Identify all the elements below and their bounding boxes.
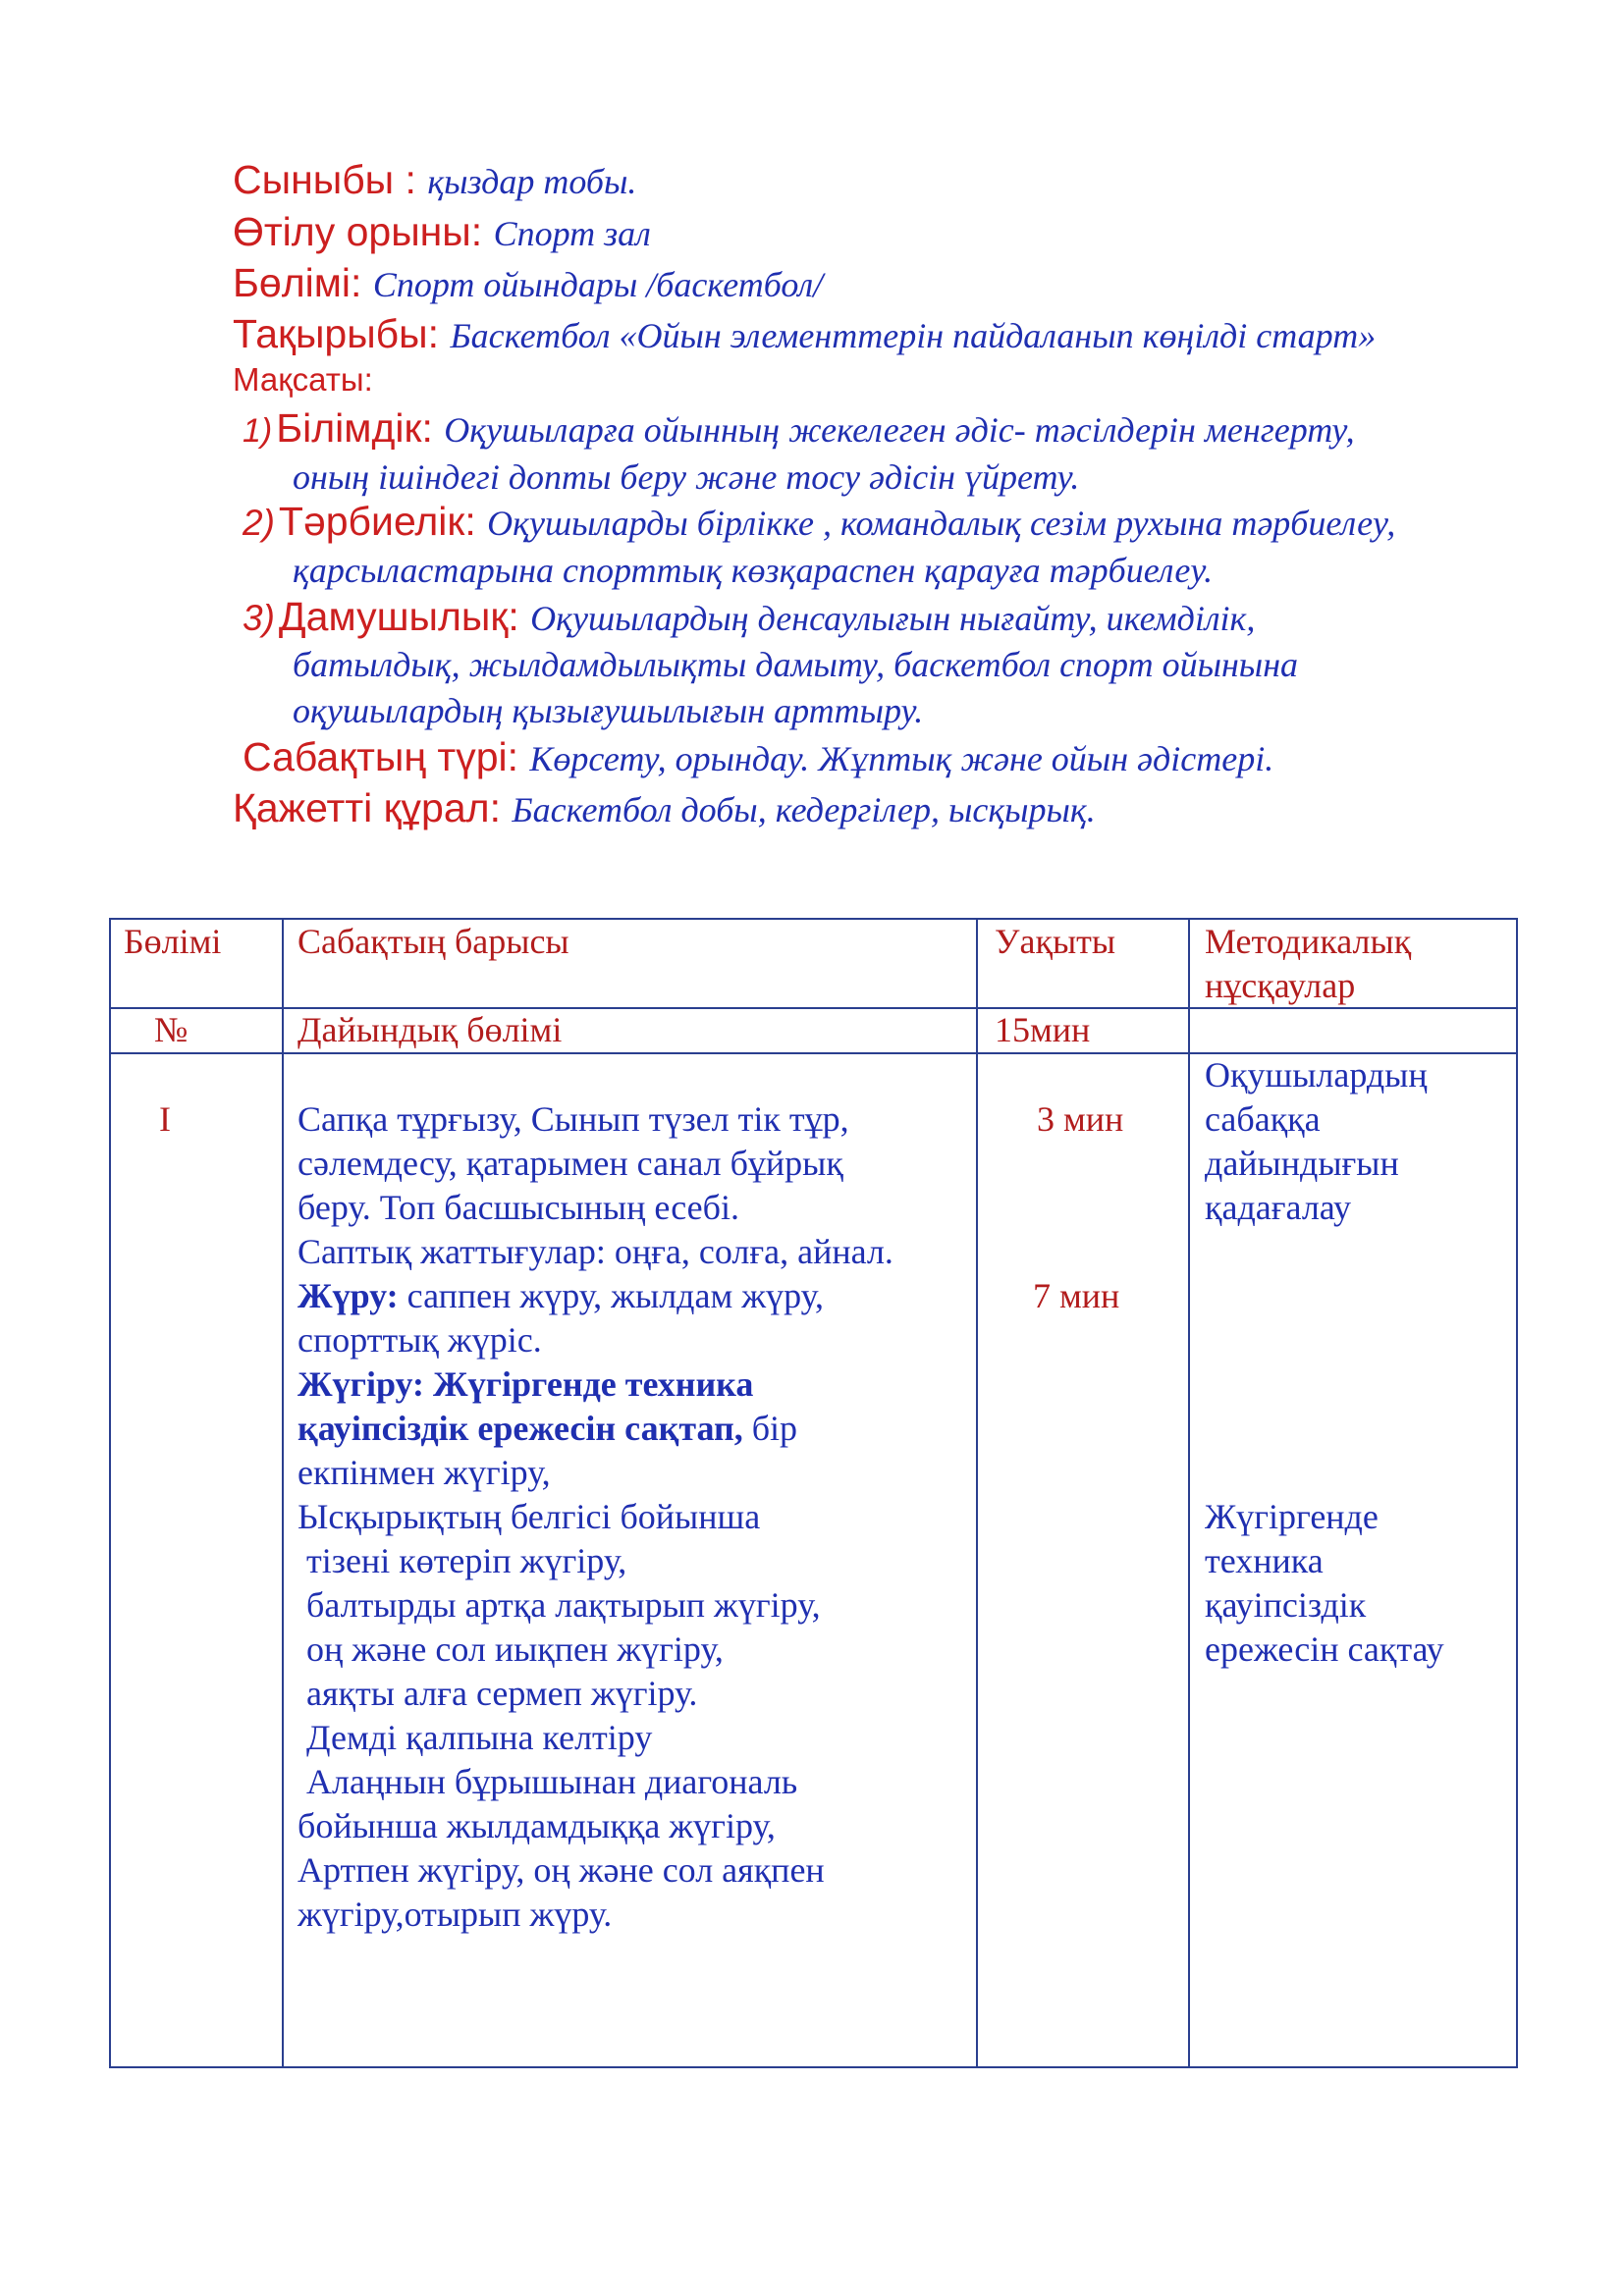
aim-3-label: Дамушылық bbox=[278, 594, 509, 639]
topic-value: Баскетбол «Ойын элементтерін пайдаланып көңілді старт» bbox=[450, 316, 1377, 355]
lesson-type-label: Сабақтың түрі bbox=[243, 734, 508, 779]
aims-label: Мақсаты: bbox=[233, 361, 373, 398]
lesson-table bbox=[109, 918, 1518, 2068]
col-header-time: Уақыты bbox=[995, 922, 1116, 961]
place-line: Өтілу орыны: Спорт зал bbox=[233, 209, 651, 254]
row-number-sign: № bbox=[154, 1010, 189, 1049]
aim-2: 2) Тәрбиелік: Оқушыларды бірлікке , командалық сезім рухына тәрбиелеу, bbox=[243, 499, 1396, 544]
section-label: Бөлімі bbox=[233, 260, 352, 305]
topic-label: Тақырыбы bbox=[233, 311, 428, 356]
lesson-type-line: Сабақтың түрі: Көрсету, орындау. Жұптық және ойын әдістері. bbox=[243, 734, 1274, 779]
lesson-progress-text: Сапқа тұрғызу, Сынып түзел тік тұр, сәлемдесу, қатарымен санал бұйрық беру. Топ басшысының есебі. Саптық жаттығулар: оңға, солға, айнал. Жүру: саппен жүру, жылдам жүру, спорттық жүріс. Жүгіру: Жүгіргенде техника қауіпсіздік ережесін сақтап, бір екпінмен жүгіру, Ысқырықтың белгісі бойынша тізені көтеріп жүгіру, балтырды артқа лақтырып жүгіру, оң және сол иықпен жүгіру, аяқты алға сермеп жүгіру. Демді қалпына келтіру Алаңнын бұрышынан диагональ бойынша жылдамдыққа жүгіру, Артпен жүгіру, оң және сол аяқпен жүгіру,отырып жүру. bbox=[298, 1099, 893, 1934]
section-value: Спорт ойындары /баскетбол/ bbox=[372, 265, 824, 304]
run-label: Жүгіру: Жүгіргенде техника bbox=[298, 1364, 754, 1404]
col-header-progress: Сабақтың барысы bbox=[298, 922, 569, 961]
aim-3-cont-2: оқушылардың қызығушылығын арттыру. bbox=[293, 691, 924, 730]
lesson-type-value: Көрсету, орындау. Жұптық және ойын әдістері. bbox=[529, 739, 1274, 778]
table-border-right bbox=[1516, 918, 1518, 2068]
table-border-left bbox=[109, 918, 111, 2068]
row-roman-numeral: I bbox=[159, 1099, 171, 1139]
time-3-min: 3 мин bbox=[1037, 1099, 1124, 1139]
place-label: Өтілу орыны bbox=[233, 209, 471, 254]
place-value: Спорт зал bbox=[493, 214, 651, 253]
table-divider-2 bbox=[976, 918, 978, 2068]
class-value: қыздар тобы. bbox=[427, 162, 637, 201]
aim-1-label: Білімдік bbox=[276, 405, 422, 451]
equipment-line: Қажетті құрал: Баскетбол добы, кедергілер, ысқырық. bbox=[233, 785, 1096, 830]
method-note-1: Оқушылардың сабаққа дайындығын қадағалау bbox=[1205, 1055, 1428, 1227]
class-label: Сыныбы bbox=[233, 157, 395, 202]
aim-1-cont: оның ішіндегі допты беру және тосу әдісін үйрету. bbox=[293, 457, 1080, 497]
row-part-name: Дайындық бөлімі bbox=[298, 1010, 563, 1049]
col-header-section: Бөлімі bbox=[124, 922, 222, 961]
aim-3-cont-1: батылдық, жылдамдылықты дамыту, баскетбол спорт ойынына bbox=[293, 645, 1299, 684]
walk-label: Жүру: bbox=[298, 1276, 399, 1315]
aim-2-label: Тәрбиелік bbox=[278, 499, 465, 544]
aim-1: 1) Білімдік: Оқушыларға ойынның жекелеген әдіс- тәсілдерін менгерту, bbox=[243, 405, 1355, 451]
equipment-value: Баскетбол добы, кедергілер, ысқырық. bbox=[512, 790, 1096, 829]
time-7-min: 7 мин bbox=[1033, 1276, 1120, 1315]
equipment-label: Қажетті құрал bbox=[233, 785, 490, 830]
table-border-bottom bbox=[109, 2066, 1518, 2068]
table-divider-3 bbox=[1188, 918, 1190, 2068]
class-line: Сыныбы : қыздар тобы. bbox=[233, 157, 637, 202]
table-divider-1 bbox=[282, 918, 284, 2068]
section-line: Бөлімі: Спорт ойындары /баскетбол/ bbox=[233, 260, 824, 305]
method-note-2: Жүгіргенде техника қауіпсіздік ережесін сақтау bbox=[1205, 1497, 1444, 1669]
aim-2-cont: қарсыластарына спорттық көзқараспен қарауға тәрбиелеу. bbox=[293, 551, 1214, 590]
col-header-method: Методикалық нұсқаулар bbox=[1205, 922, 1412, 1005]
topic-line: Тақырыбы: Баскетбол «Ойын элементтерін пайдаланып көңілді старт» bbox=[233, 311, 1377, 356]
aim-3: 3) Дамушылық: Оқушылардың денсаулығын нығайту, икемділік, bbox=[243, 594, 1256, 639]
row-part-time: 15мин bbox=[995, 1010, 1091, 1049]
